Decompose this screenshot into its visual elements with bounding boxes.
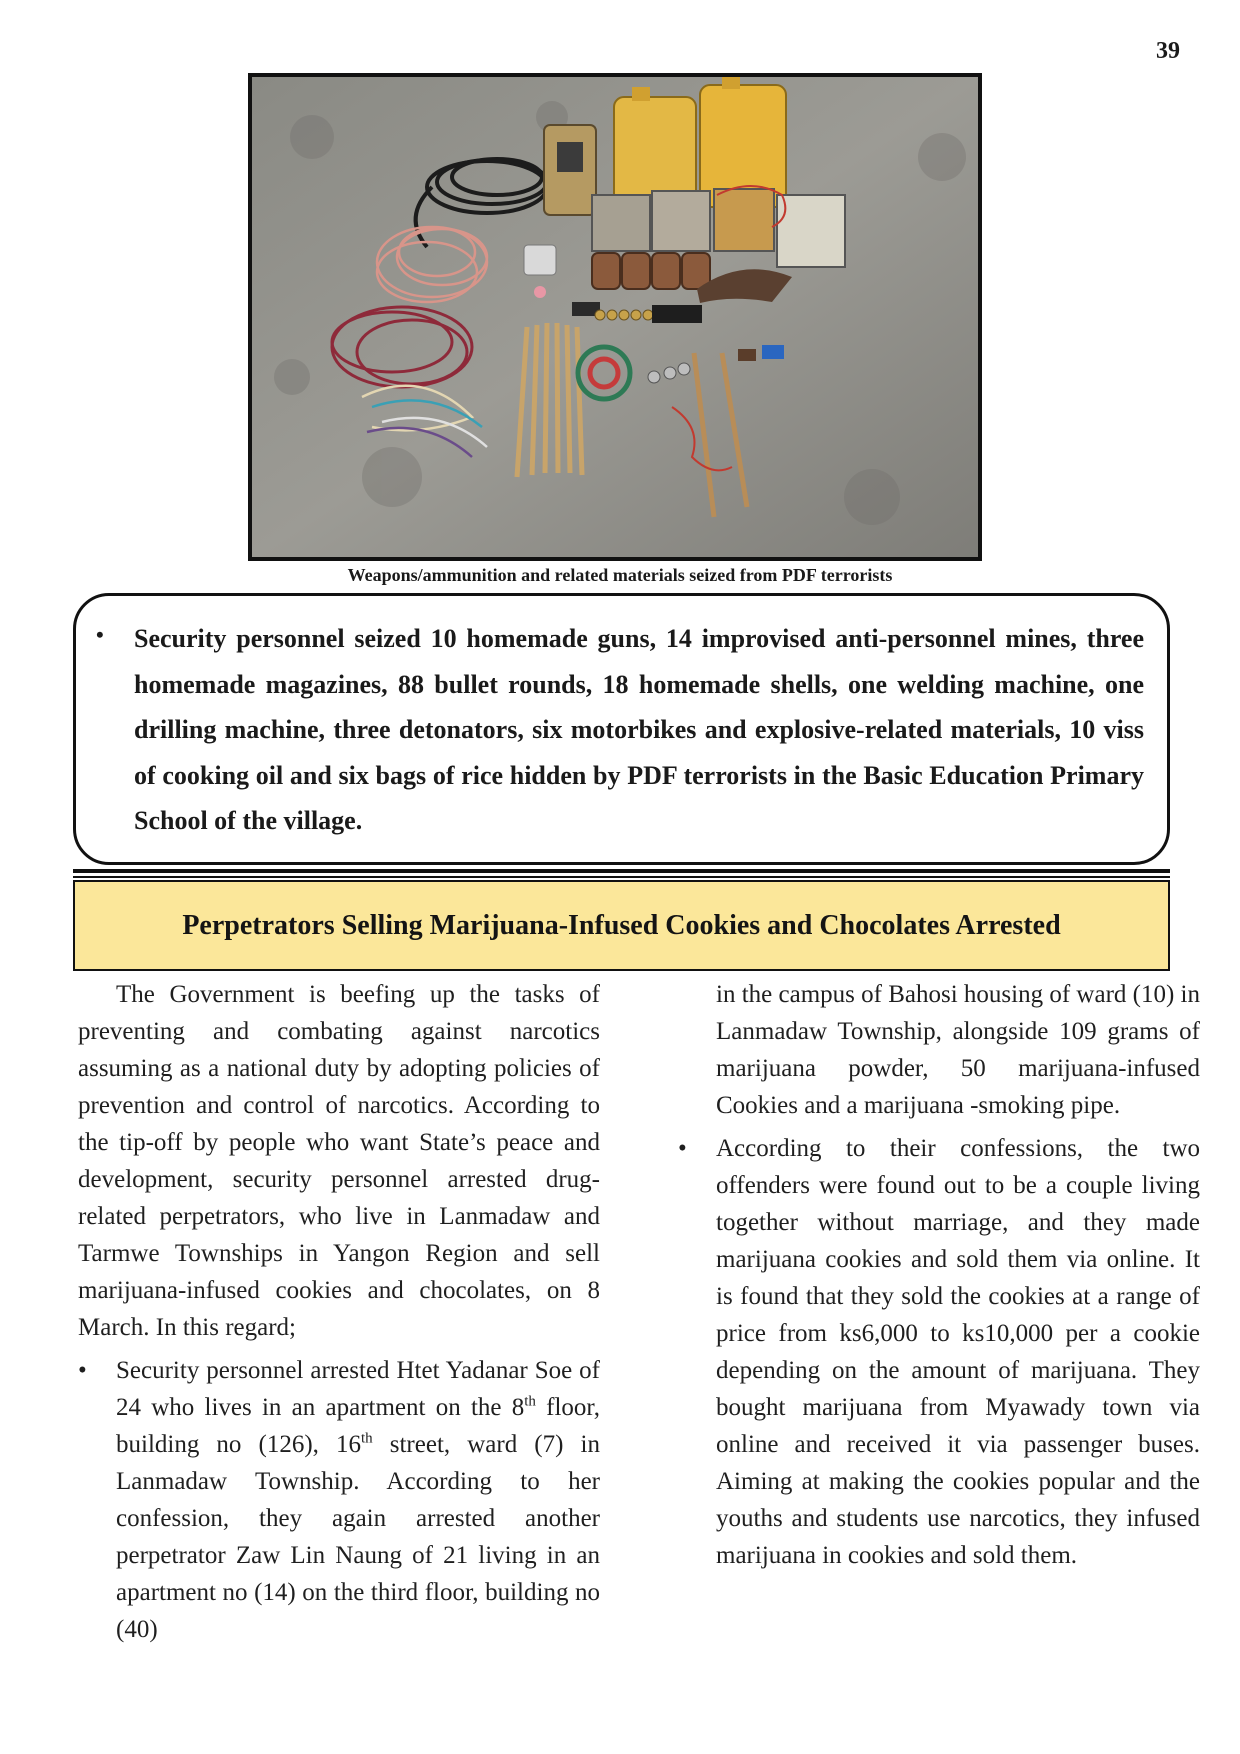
seized-materials-photo bbox=[248, 73, 982, 561]
article-heading: Perpetrators Selling Marijuana-Infused Cookies and Chocolates Arrested bbox=[182, 909, 1061, 941]
page-number: 39 bbox=[1156, 38, 1180, 64]
section-divider bbox=[73, 869, 1170, 873]
seizure-summary-text: Security personnel seized 10 homemade guns, 14 improvised anti-personnel mines, three homemade magazines, 88 bullet rounds, 18 homemade shells, one welding machine, one drilling machine, three detonators, six motorbikes and explosive-related materials, 10 viss of cooking oil and six bags of rice hidden by PDF terrorists in the Basic Education Primary School of the village. bbox=[134, 624, 1144, 835]
photo-caption: Weapons/ammunition and related materials seized from PDF terrorists bbox=[347, 565, 893, 585]
seizure-summary-box bbox=[73, 593, 1170, 865]
article-heading-box bbox=[73, 880, 1170, 971]
list-item: • Security personnel arrested Htet Yadanar Soe of 24 who lives in an apartment on the 8th floor, building no (126), 16th street, ward (7) in Lanmadaw Township. According to her confession, they again arrested another perpetrator Zaw Lin Naung of 21 living in an apartment no (14) on the third floor, building no (40) bbox=[78, 1352, 600, 1648]
list-item: • According to their confessions, the two offenders were found out to be a couple living together without marriage, and they made marijuana cookies and sold them via online. It is found that they sold the cookies at a range of price from ks6,000 to ks10,000 per a cookie depending on the amount of marijuana. They bought marijuana from Myawady town via online and received it via passenger buses. Aiming at making the cookies popular and the youths and students use narcotics, they infused marijuana in cookies and sold them. bbox=[678, 1130, 1200, 1574]
section-divider-thin bbox=[73, 876, 1170, 878]
list-item-continuation: in the campus of Bahosi housing of ward (10) in Lanmadaw Township, alongside 109 grams of marijuana powder, 50 marijuana-infused Cookies and a marijuana -smoking pipe. bbox=[716, 981, 1200, 1119]
bullet-marker: • bbox=[78, 1357, 87, 1384]
article-column-right bbox=[678, 976, 1200, 1574]
article-column-left bbox=[78, 976, 600, 1648]
bullet-marker: • bbox=[96, 622, 104, 647]
intro-paragraph: The Government is beefing up the tasks of preventing and combating against narcotics assuming as a national duty by adopting policies of prevention and control of narcotics. According to the tip-off by people who want State’s peace and development, security personnel arrested drug-related perpetrators, who live in Lanmadaw and Tarmwe Townships in Yangon Region and sell marijuana-infused cookies and chocolates, on 8 March. In this regard; bbox=[78, 981, 600, 1341]
bullet-marker: • bbox=[678, 1135, 687, 1162]
